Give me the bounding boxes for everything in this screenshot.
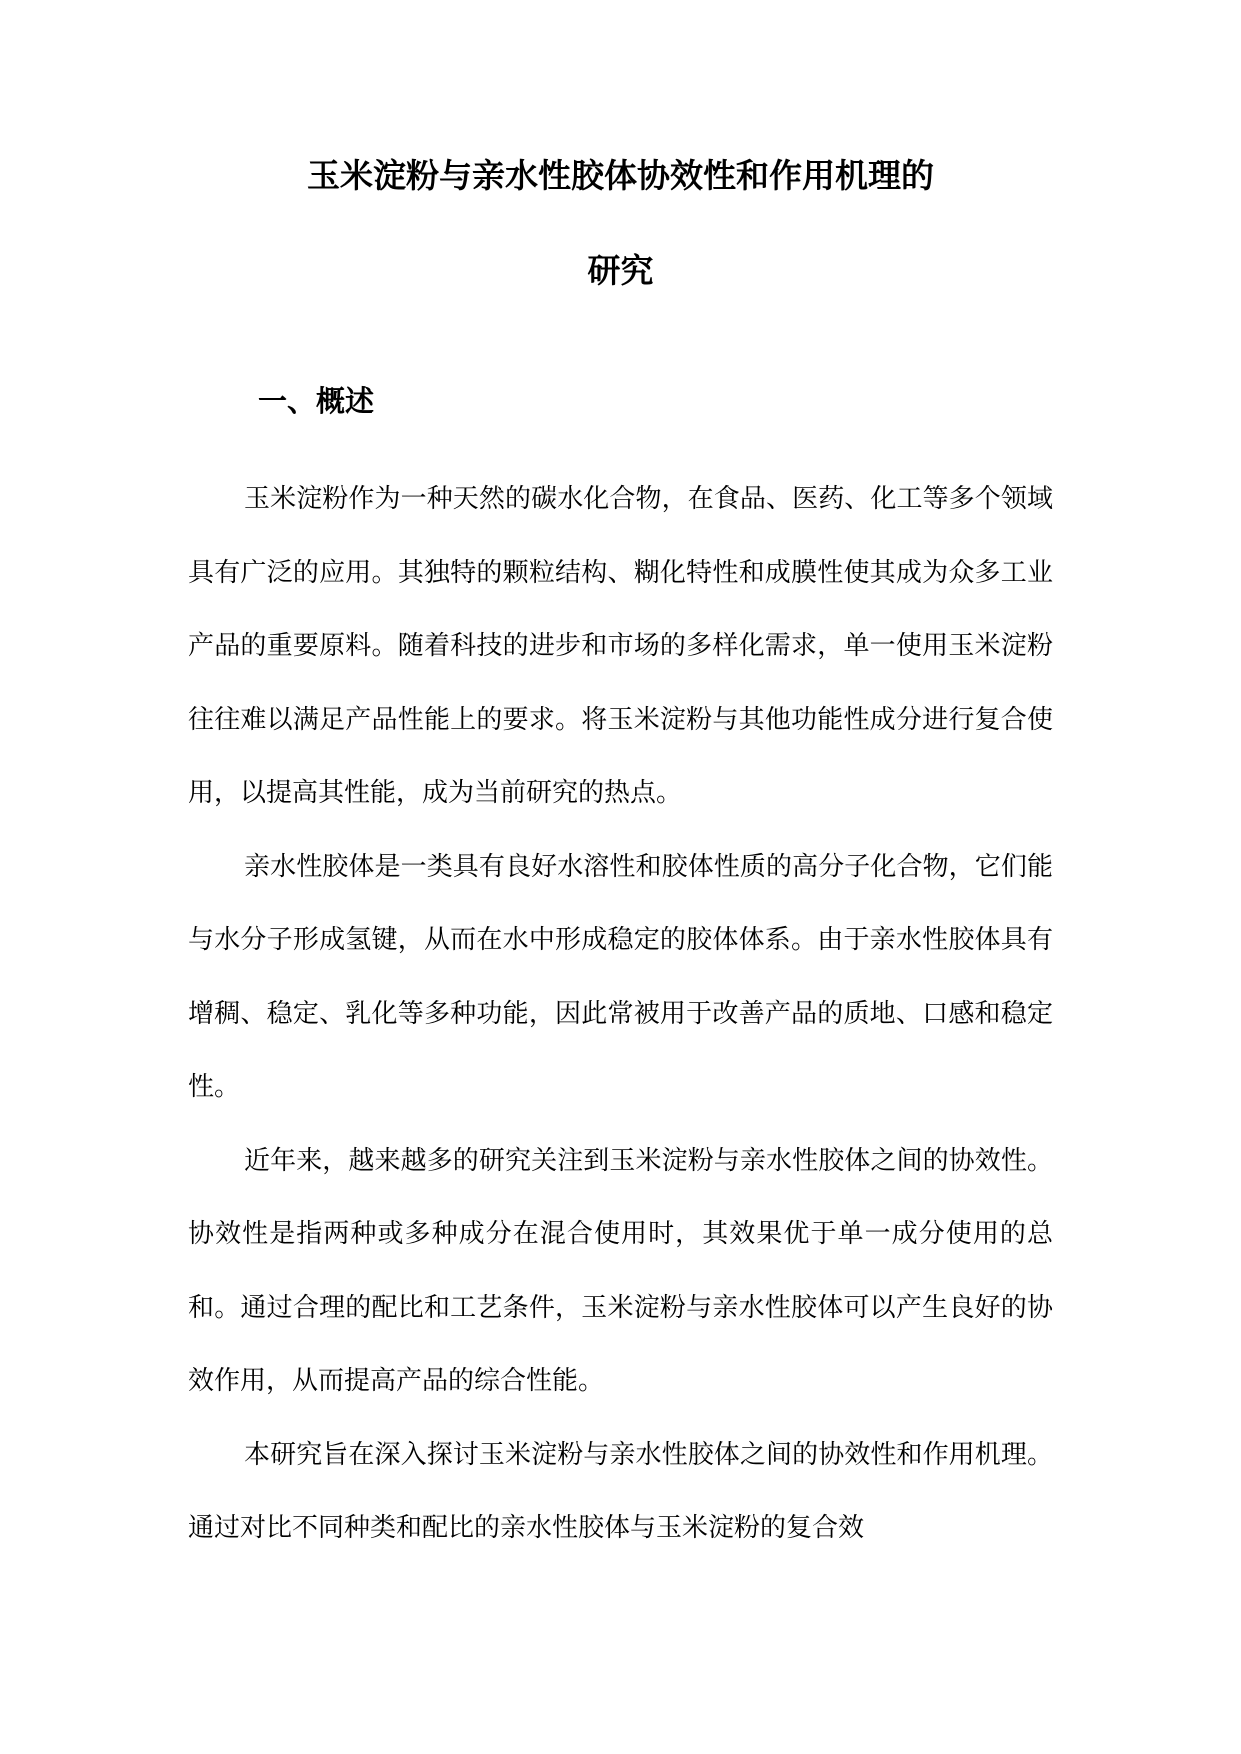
paragraph-2: 亲水性胶体是一类具有良好水溶性和胶体性质的高分子化合物，它们能与水分子形成氢键，从而在水中形成稳定的胶体体系。由于亲水性胶体具有增稠、稳定、乳化等多种功能，因此常被用于改善产品的质地、口感和稳定性。 xyxy=(188,851,1053,1102)
section-heading-overview: 一、概述 xyxy=(258,384,375,418)
document-title-line-1: 玉米淀粉与亲水性胶体协效性和作用机理的 xyxy=(307,156,934,195)
section-body xyxy=(188,463,1053,1566)
paragraph-3: 近年来，越来越多的研究关注到玉米淀粉与亲水性胶体之间的协效性。协效性是指两种或多种成分在混合使用时，其效果优于单一成分使用的总和。通过合理的配比和工艺条件，玉米淀粉与亲水性胶体可以产生良好的协效作用，从而提高产品的综合性能。 xyxy=(188,1145,1053,1396)
paragraph-4: 本研究旨在深入探讨玉米淀粉与亲水性胶体之间的协效性和作用机理。通过对比不同种类和配比的亲水性胶体与玉米淀粉的复合效 xyxy=(188,1439,1053,1543)
paragraph-1: 玉米淀粉作为一种天然的碳水化合物，在食品、医药、化工等多个领域具有广泛的应用。其独特的颗粒结构、糊化特性和成膜性使其成为众多工业产品的重要原料。随着科技的进步和市场的多样化需求，单一使用玉米淀粉往往难以满足产品性能上的要求。将玉米淀粉与其他功能性成分进行复合使用，以提高其性能，成为当前研究的热点。 xyxy=(188,484,1053,808)
document-title-line-2: 研究 xyxy=(587,251,654,290)
